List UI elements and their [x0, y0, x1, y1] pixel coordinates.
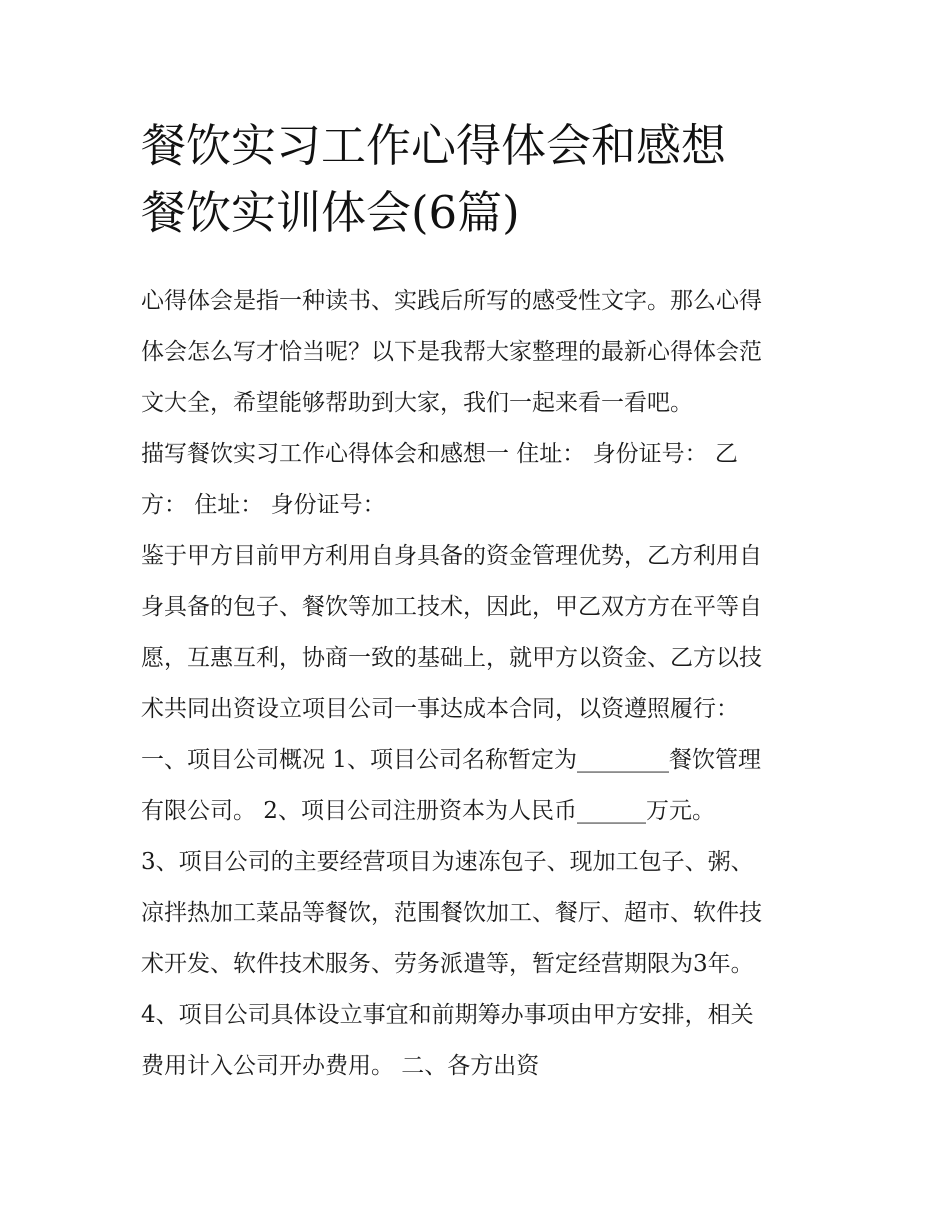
text-line: 术共同出资设立项目公司一事达成本合同，以资遵照履行： [141, 696, 739, 722]
text-line: 术开发、软件技术服务、劳务派遣等，暂定经营期限为3年。 [141, 951, 754, 977]
paragraph-item-4 [141, 990, 813, 1092]
text-line: 3、项目公司的主要经营项目为速冻包子、现加工包子、粥、 [141, 849, 754, 875]
text-line: 费用计入公司开办费用。 二、各方出资 [141, 1053, 540, 1079]
text-line: 有限公司。 2、项目公司注册资本为人民币______万元。 [141, 798, 715, 824]
title-line: 餐饮实习工作心得体会和感想 [141, 119, 727, 172]
text-line: 方： 住址： 身份证号： [141, 492, 386, 518]
paragraph-item-3 [141, 837, 813, 990]
text-line: 愿，互惠互利，协商一致的基础上，就甲方以资金、乙方以技 [141, 645, 762, 671]
paragraph-intro [141, 276, 813, 429]
document-body [141, 276, 813, 1092]
text-line: 文大全，希望能够帮助到大家，我们一起来看一看吧。 [141, 390, 693, 416]
paragraph-parties [141, 429, 813, 531]
text-line: 体会怎么写才恰当呢？以下是我帮大家整理的最新心得体会范 [141, 339, 762, 365]
text-line: 身具备的包子、餐饮等加工技术，因此，甲乙双方方在平等自 [141, 594, 762, 620]
text-line: 一、项目公司概况 1、项目公司名称暂定为________餐饮管理 [141, 747, 761, 773]
paragraph-preamble [141, 531, 813, 735]
text-line: 凉拌热加工菜品等餐饮，范围餐饮加工、餐厅、超市、软件技 [141, 900, 762, 926]
paragraph-section-1 [141, 735, 813, 837]
text-line: 描写餐饮实习工作心得体会和感想一 住址： 身份证号： 乙 [141, 441, 738, 467]
document-title [141, 112, 813, 246]
text-line: 心得体会是指一种读书、实践后所写的感受性文字。那么心得 [141, 288, 762, 314]
title-line: 餐饮实训体会(6篇) [141, 186, 520, 239]
text-line: 鉴于甲方目前甲方利用自身具备的资金管理优势，乙方利用自 [141, 543, 762, 569]
text-line: 4、项目公司具体设立事宜和前期筹办事项由甲方安排，相关 [141, 1002, 754, 1028]
document-content [141, 112, 813, 1092]
